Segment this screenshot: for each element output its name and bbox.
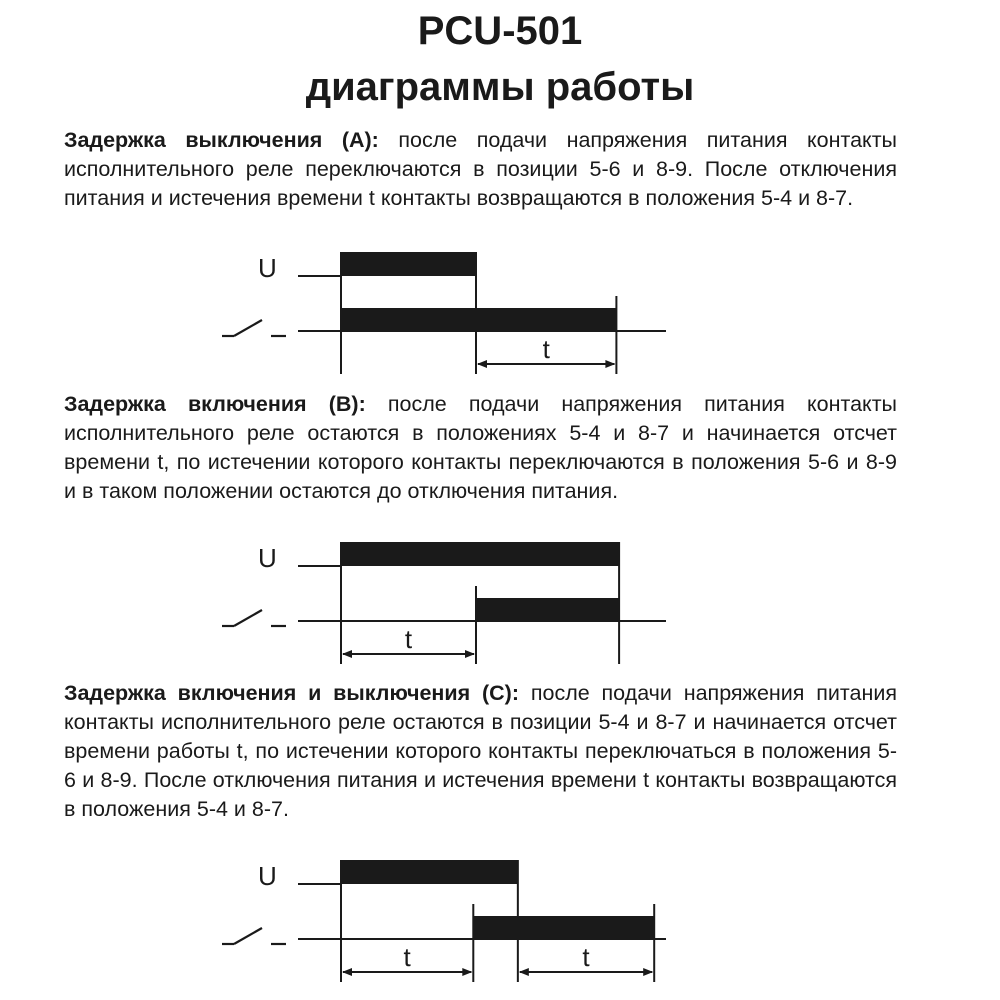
arrow-left-icon (342, 650, 352, 658)
section-b-heading: Задержка включения (В): (64, 392, 366, 416)
supply-voltage-label: U (258, 543, 277, 573)
page-title: PCU-501 (417, 9, 583, 53)
time-interval-label: t (542, 334, 550, 364)
arrow-right-icon (605, 360, 615, 368)
normally-open-contact-icon (222, 928, 286, 944)
supply-pulse-bar (341, 542, 619, 566)
arrow-left-icon (342, 968, 352, 976)
section-a-text: после подачи напряжения питания контакты исполнительного реле переключаются в позиции 5-6 и 8-9. После отключения питания и истечения времени t контакты возвращаются в положения 5-4 и 8-7. (64, 128, 897, 210)
timing-diagram-b (0, 530, 1000, 670)
contact-pulse-bar (476, 598, 619, 622)
normally-open-contact-icon (222, 610, 286, 626)
page-subtitle: диаграммы работы (305, 65, 695, 109)
section-a-heading: Задержка выключения (А): (64, 128, 379, 152)
section-c-text: после подачи напряжения питания контакты исполнительного реле остаются в позиции 5-4 и 8-7 и начинается отсчет времени работы t, по истечении которого контакты переключаться в положения 5-6 и 8-9. После отключения питания и истечения времени t контакты возвращаются в положения 5-4 и 8-7. (64, 681, 897, 821)
contact-pulse-bar (341, 308, 616, 332)
timing-diagram-c (0, 848, 1000, 998)
time-interval-label: t (582, 942, 590, 972)
supply-voltage-label: U (258, 253, 277, 283)
contact-pulse-bar (473, 916, 654, 940)
supply-pulse-bar (341, 860, 518, 884)
section-b-description (64, 390, 897, 506)
section-a-description (64, 126, 897, 213)
time-interval-label: t (403, 942, 411, 972)
normally-open-contact-icon (222, 320, 286, 336)
time-interval-label: t (404, 624, 413, 654)
arrow-right-icon (462, 968, 472, 976)
section-c-heading: Задержка включения и выключения (С): (64, 681, 520, 705)
arrow-left-icon (519, 968, 529, 976)
arrow-right-icon (465, 650, 475, 658)
supply-pulse-bar (341, 252, 476, 276)
section-c-description (64, 679, 897, 824)
supply-voltage-label: U (258, 861, 277, 891)
section-b-text: после подачи напряжения питания контакты исполнительного реле остаются в положениях 5-4 и 8-7 и начинается отсчет времени t, по истечении которого контакты переключаются в положения 5-6 и 8-9 и в таком положении остаются до отключения питания. (64, 392, 898, 503)
arrow-right-icon (643, 968, 653, 976)
arrow-left-icon (477, 360, 487, 368)
timing-diagram-a (0, 240, 1000, 380)
